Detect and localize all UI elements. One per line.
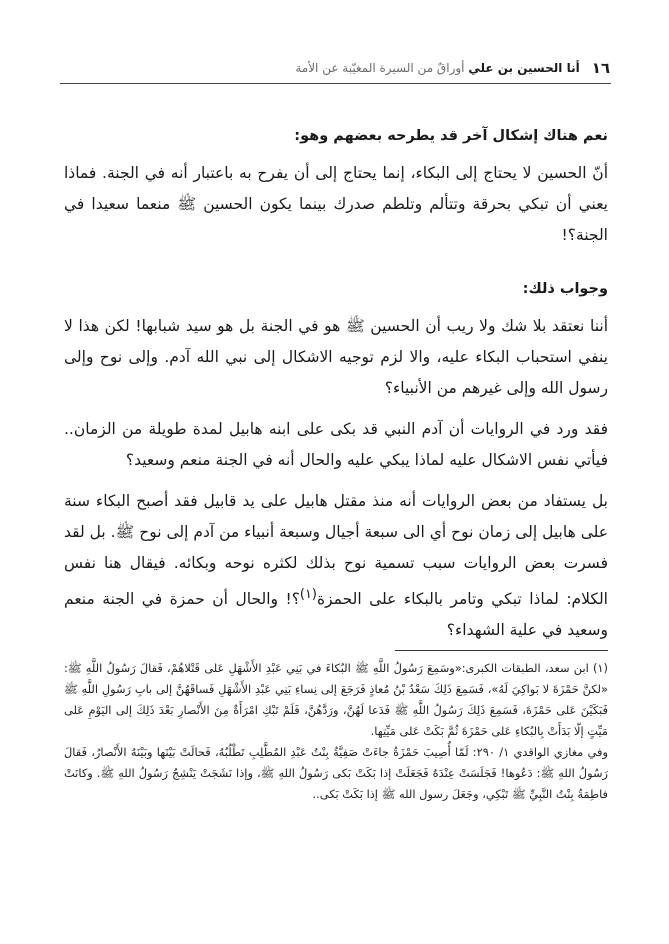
- footnote-tabaqat: (١) ابن سعد، الطبقات الكبرى:«وسَمِعَ رَسُولُ اللَّهِ ﷺ البُكاءَ في بَنِي عَبْدِ الأَشْهَلِ عَلى قَتْلاهُمْ، فَقالَ رَسُولُ اللَّهِ ﷺ: «لكنَّ حَمْزَةَ لا بَواكِيَ لَهُ»، فَسَمِعَ ذَلِكَ سَعْدُ بْنُ مُعاذٍ فَرَجَعَ إلى نِساءِ بَنِي عَبْدِ الأَشْهَلِ فَساقَهُنَّ إلى بابِ رَسُولِ اللَّهِ ﷺ فَبَكَيْنَ عَلى حَمْزَةَ، فَسَمِعَ ذَلِكَ رَسُولُ اللَّهِ ﷺ فَدَعا لَهُنَّ، ورَدَّهُنَّ، فَلَمْ تَبْكِ امْرَأَةٌ مِنَ الأَنْصارِ بَعْدَ ذَلِكَ إلى اليَوْمِ عَلى مَيِّتٍ إلّا بَدَأَتْ بِالبُكاءِ عَلى حَمْزَةَ ثُمَّ بَكَتْ عَلى مَيِّتِها.: [64, 661, 608, 738]
- objection-paragraph: أنّ الحسين لا يحتاج إلى البكاء، إنما يحتاج إلى أن يفرح به باعتبار أنه في الجنة. فماذا يعني أن تبكي بحرقة وتتألم وتلطم صدرك بينما يكون الحسين ﷺ منعما سعيدا في الجنة؟!: [64, 164, 608, 244]
- objection-heading: نعم هناك إشكال آخر قد يطرحه بعضهم وهو:: [294, 128, 608, 144]
- book-title: أنا الحسين بن علي: [468, 61, 580, 75]
- footnote-divider: [395, 650, 608, 651]
- running-title: [295, 61, 579, 75]
- hamza-text-end: ؟! والحال أن حمزة في الجنة منعم وسعيد في علية الشهداء؟: [64, 590, 608, 640]
- hamza-text-start: بل يستفاد من بعض الروايات أنه منذ مقتل هابيل على يد قابيل فقد أصبح البكاء سنة على هابيل إلى زمان نوح أي الى سبعة أجيال وسبعة أنبياء من آدم إلى نوح ﷺ. بل لقد فسرت بعض الروايات سبب تسمية نوح بذلك لكثره نوحه وبكائه. فيقال هنا نفس الكلام: لماذا تبكي وتامر بالبكاء على الحمزة: [64, 492, 608, 609]
- hamza-paragraph: [64, 486, 608, 646]
- footnote-reference: (١): [299, 587, 317, 602]
- adam-paragraph: فقد ورد في الروايات أن آدم النبي قد بكى على ابنه هابيل لمدة طويلة من الزمان.. فيأتي نفس الاشكال عليه لماذا يبكي عليه والحال أنه في الجنة منعم وسعيد؟: [64, 420, 608, 469]
- running-header: [60, 56, 610, 80]
- answer-paragraph: أننا نعتقد بلا شك ولا ريب أن الحسين ﷺ هو في الجنة بل هو سيد شبابها! لكن هذا لا ينفي استحباب البكاء عليه، والا لزم توجيه الاشكال إلى نبي الله آدم. وإلى نوح وإلى رسول الله وإلى غيرهم من الأنبياء؟: [64, 317, 608, 397]
- book-subtitle: أوراقٌ من السيرة المغيّبة عن الأمة: [295, 61, 469, 75]
- answer-heading: وجواب ذلك:: [522, 281, 608, 297]
- page-number: ١٦: [591, 59, 610, 77]
- main-text: [64, 124, 608, 646]
- footnotes: [64, 658, 608, 805]
- footnote-waqidi: وفي مغازي الواقدي ١/ ٢٩٠: لَمّا أُصِيبَ حَمْزَةُ جاءَتْ صَفِيَّةُ بِنْتُ عَبْدِ المُطَّلِبِ تَطْلُبُهُ، فَحالَتْ بَيْنَها وبَيْنَهُ الأَنْصارُ، فَقالَ رَسُولُ اللهِ ﷺ: دَعُوها! فَجَلَسَتْ عِنْدَهُ فَجَعَلَتْ إذا بَكَتْ بَكى رَسُولُ اللهِ ﷺ، وإذا نَشَجَتْ يَنْشِجُ رَسُولُ اللهِ ﷺ. وكانَتْ فاطِمَةُ بِنْتُ النَّبِيِّ ﷺ تَبْكِي، وجَعَلَ رسول الله ﷺ إذا بَكَتْ بَكى..: [64, 745, 608, 801]
- header-divider: [60, 83, 611, 84]
